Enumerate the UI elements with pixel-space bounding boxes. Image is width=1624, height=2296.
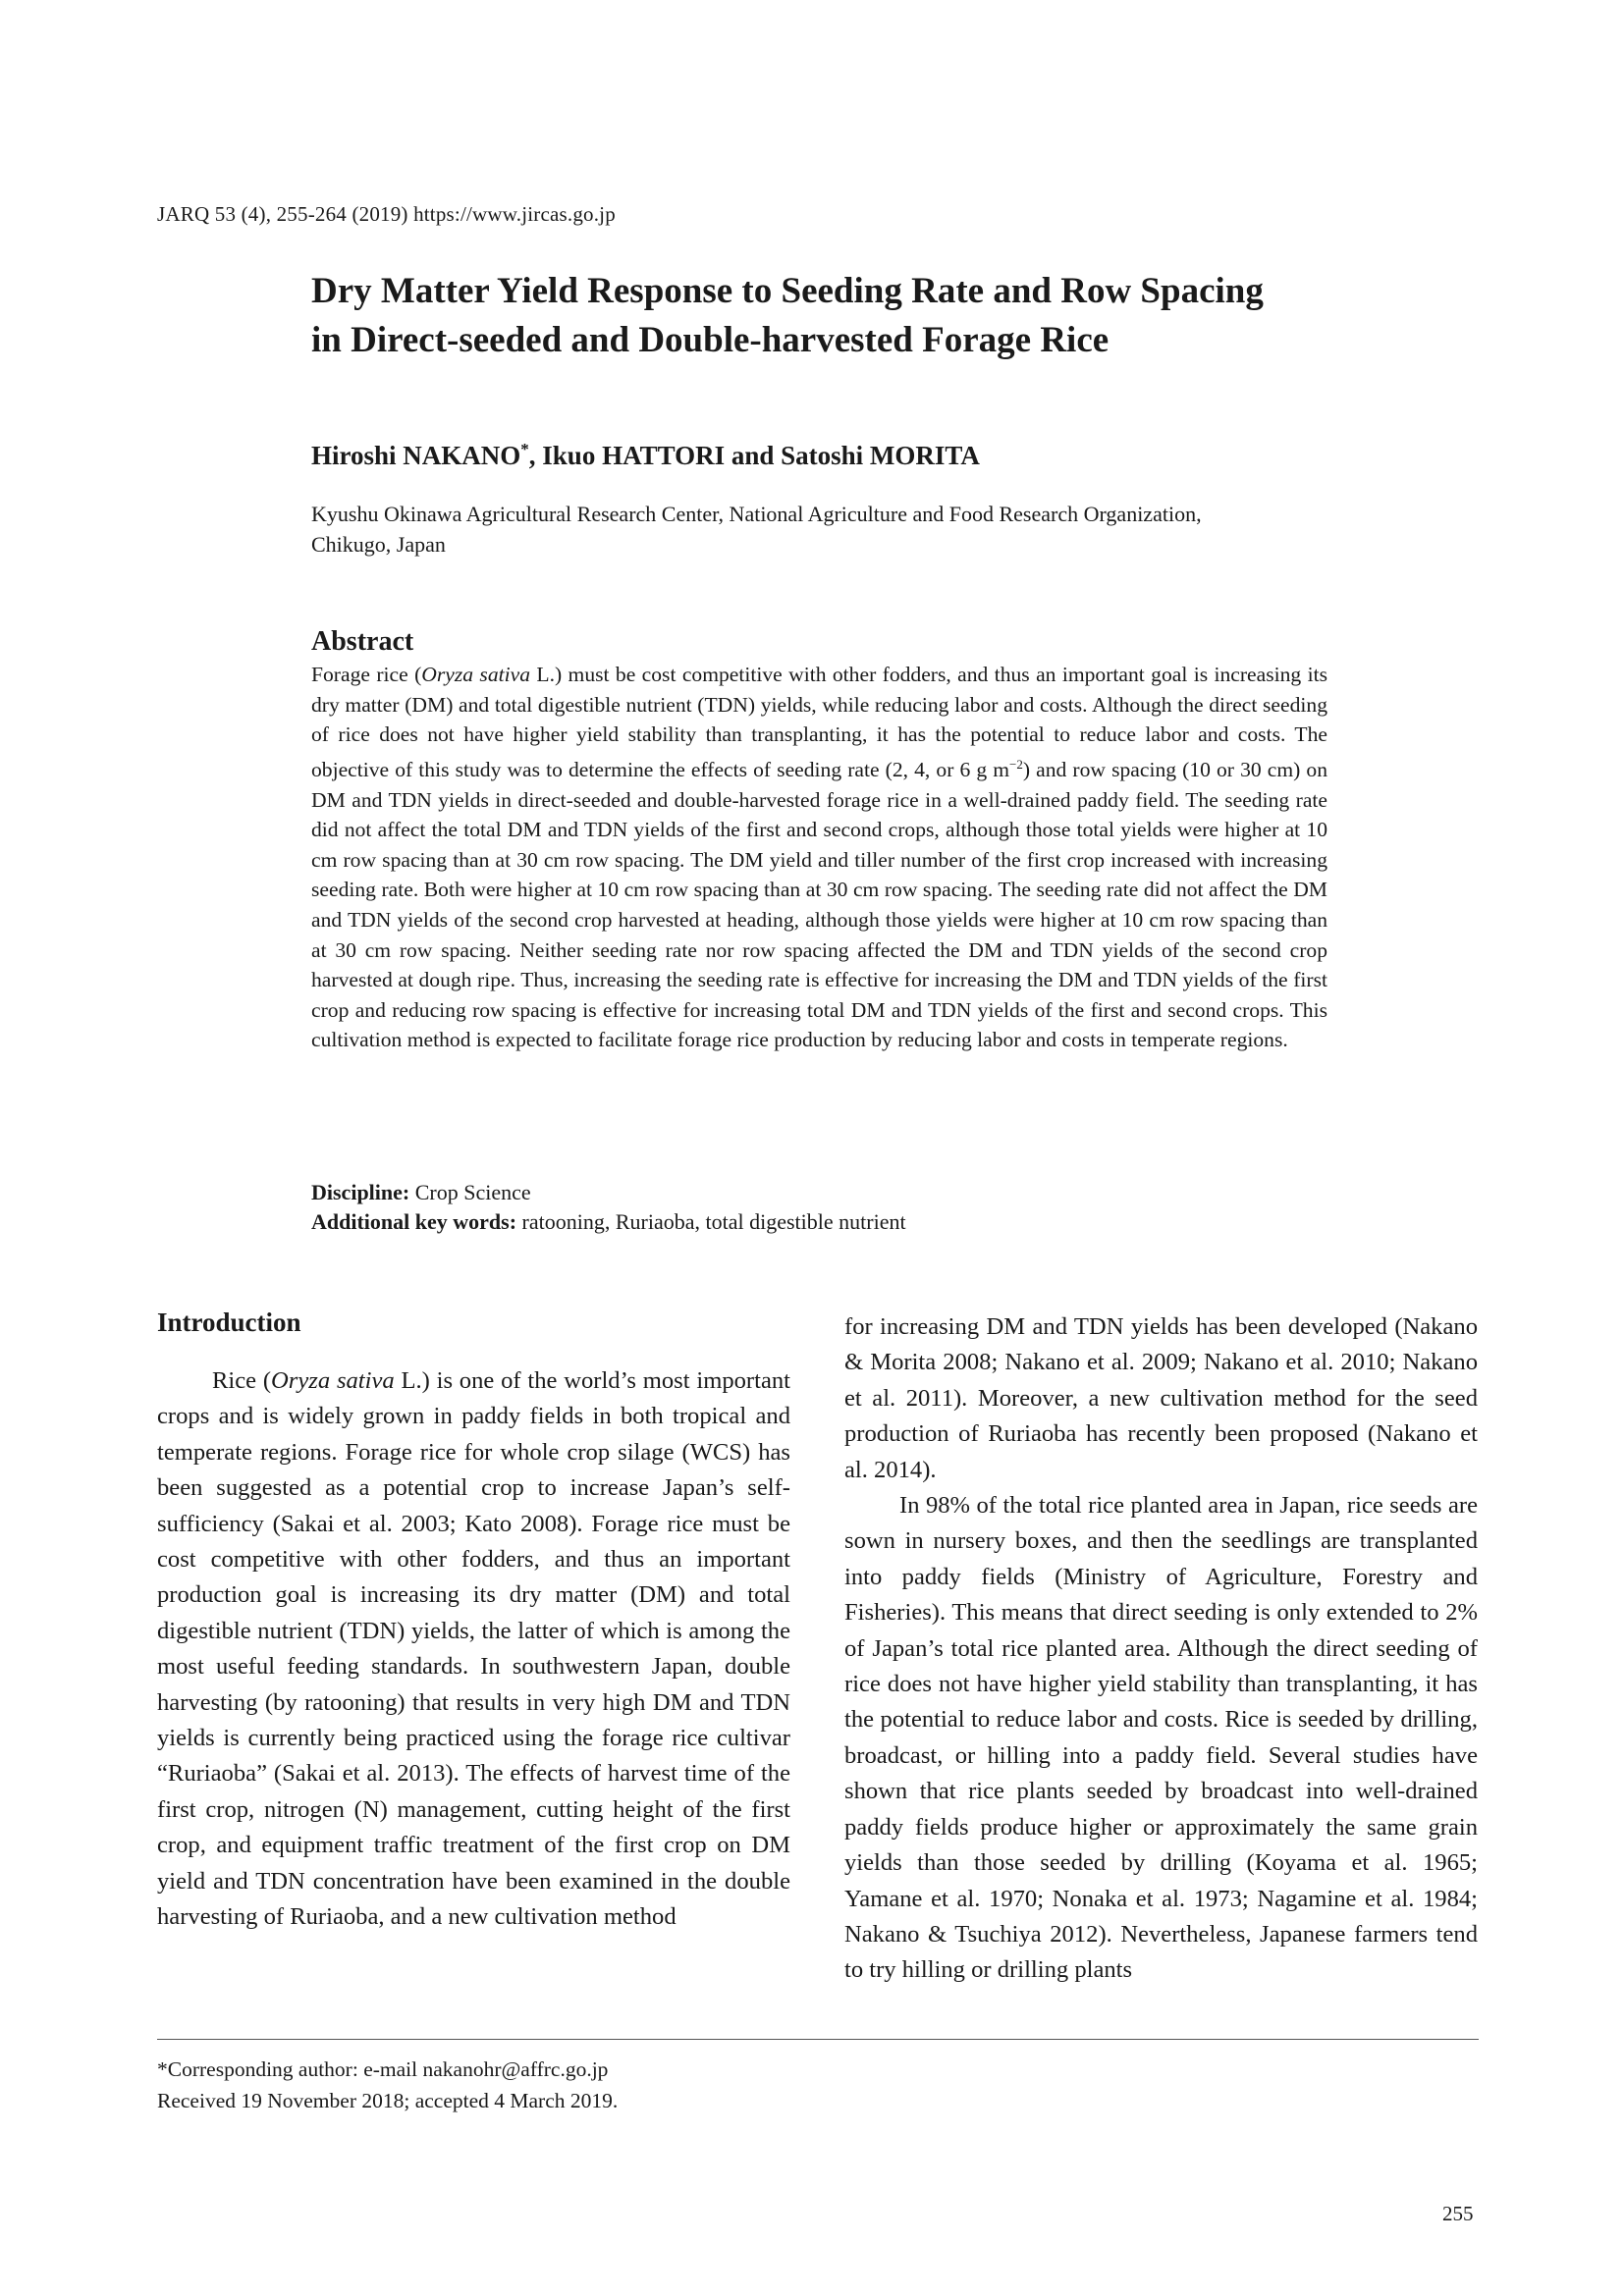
discipline-line [311, 1178, 906, 1207]
author-rest: , Ikuo HATTORI and Satoshi MORITA [528, 441, 980, 470]
footnote-divider [157, 2039, 1479, 2040]
intro-p1-text: L.) is one of the world’s most important crops and is widely grown in paddy fields in both tropical and temperate regions. Forage rice for whole crop silage (WCS) has been suggested as a potential crop to increase Japan’s self-sufficiency (Sakai et al. 2003; Kato 2008). Forage rice must be cost competitive with other fodders, and thus an important production goal is increasing its dry matter (DM) and total digestible nutrient (TDN) yields, the latter of which is among the most useful feeding standards. In southwestern Japan, double harvesting (by ratooning) that results in very high DM and TDN yields is currently being practiced using the forage rice cultivar “Ruriaoba” (Sakai et al. 2013). The effects of harvest time of the first crop, nitrogen (N) management, cutting height of the first crop, and equipment traffic treatment of the first crop on DM yield and TDN concentration have been examined in the double harvesting of Ruriaoba, and a new cultivation method [157, 1367, 790, 1931]
affiliation [311, 499, 1342, 560]
introduction-paragraph-1-continued: for increasing DM and TDN yields has been developed (Nakano & Morita 2008; Nakano et al. 2009; Nakano et al. 2010; Nakano et al. 2011). Moreover, a new cultivation method for the seed production of Ruriaoba has recently been proposed (Nakano et al. 2014). [844, 1313, 1478, 1483]
corresponding-author-note: *Corresponding author: e-mail nakanohr@affrc.go.jp [157, 2057, 609, 2081]
paper-title [311, 267, 1489, 365]
journal-citation: JARQ 53 (4), 255-264 (2019) https://www.jircas.go.jp [157, 202, 616, 226]
additional-keywords-value: ratooning, Ruriaoba, total digestible nutrient [516, 1209, 906, 1234]
affiliation-line-1: Kyushu Okinawa Agricultural Research Center, National Agriculture and Food Research Organization, [311, 502, 1202, 526]
abstract-body [311, 660, 1327, 1055]
right-column [844, 1309, 1478, 1989]
abstract-heading: Abstract [311, 626, 414, 657]
corresponding-mark: * [520, 440, 529, 458]
footnote [157, 2054, 618, 2116]
affiliation-line-2: Chikugo, Japan [311, 532, 446, 557]
author-first: Hiroshi NAKANO [311, 441, 521, 470]
additional-keywords-line [311, 1207, 906, 1237]
introduction-heading: Introduction [157, 1308, 301, 1337]
additional-keywords-label: Additional key words: [311, 1209, 517, 1234]
discipline-value: Crop Science [409, 1180, 531, 1204]
received-accepted-note: Received 19 November 2018; accepted 4 March 2019. [157, 2089, 619, 2112]
abstract-text-lead: Forage rice ( [311, 663, 422, 686]
page-number: 255 [1442, 2202, 1474, 2225]
abstract-text-b: ) and row spacing (10 or 30 cm) on DM and TDN yields in direct-seeded and double-harvested forage rice in a well-drained paddy field. The seeding rate did not affect the total DM and TDN yields of the first and second crops, although those total yields were higher at 10 cm row spacing than at 30 cm row spacing. The DM yield and tiller number of the first crop increased with increasing seeding rate. Both were higher at 10 cm row spacing than at 30 cm row spacing. The seeding rate did not affect the DM and TDN yields of the second crop harvested at heading, although those yields were higher at 10 cm row spacing than at 30 cm row spacing. Neither seeding rate nor row spacing affected the DM and TDN yields of the second crop harvested at dough ripe. Thus, increasing the seeding rate is effective for increasing the DM and TDN yields of the first crop and reducing row spacing is effective for increasing total DM and TDN yields of the first and second crops. This cultivation method is expected to facilitate forage rice production by reducing labor and costs in temperate regions. [311, 757, 1327, 1052]
title-line-1: Dry Matter Yield Response to Seeding Rate and Row Spacing [311, 271, 1264, 311]
author-list [311, 440, 980, 471]
abstract-exponent: −2 [1009, 756, 1023, 772]
abstract-species: Oryza sativa [421, 663, 531, 686]
keywords-block [311, 1178, 906, 1237]
abstract-text-a: L.) must be cost competitive with other fodders, and thus an important goal is increasing its dry matter (DM) and total digestible nutrient (TDN) yields, while reducing labor and costs. Although the direct seeding of rice does not have higher yield stability than transplanting, it has the potential to reduce labor and costs. The objective of this study was to determine the effects of seeding rate (2, 4, or 6 g m [311, 663, 1328, 781]
left-column [157, 1308, 790, 1936]
discipline-label: Discipline: [311, 1180, 410, 1204]
intro-p1-species: Oryza sativa [271, 1367, 395, 1394]
title-line-2: in Direct-seeded and Double-harvested Forage Rice [311, 320, 1110, 360]
introduction-paragraph-2: In 98% of the total rice planted area in Japan, rice seeds are sown in nursery boxes, and then the seedlings are transplanted into paddy fields (Ministry of Agriculture, Forestry and Fisheries). This means that direct seeding is only extended to 2% of Japan’s total rice planted area. Although the direct seeding of rice does not have higher yield stability than transplanting, it has the potential to reduce labor and costs. Rice is seeded by drilling, broadcast, or hilling into a paddy field. Several studies have shown that rice plants seeded by broadcast into well-drained paddy fields produce higher or approximately the same grain yields than those seeded by drilling (Koyama et al. 1965; Yamane et al. 1970; Nonaka et al. 1973; Nagamine et al. 1984; Nakano & Tsuchiya 2012). Nevertheless, Japanese farmers tend to try hilling or drilling plants [844, 1492, 1478, 1984]
intro-p1-lead: Rice ( [212, 1367, 272, 1394]
introduction-paragraph-1 [157, 1363, 790, 1936]
